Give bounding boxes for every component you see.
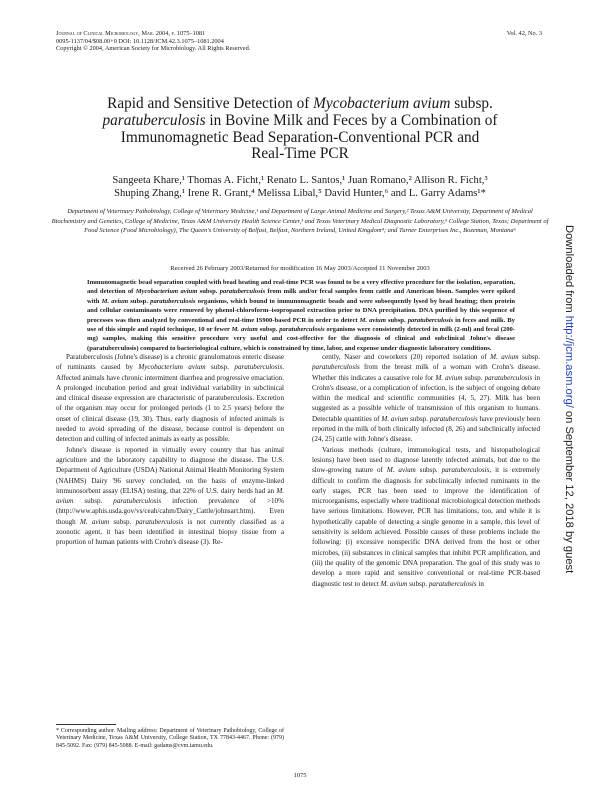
text-run: , it is extremely difficult to confirm the diagnosis for subclinically infected ruminants in the early stages. PCR has been used to improve the identification of microorganisms, especially where traditional microbiological detection methods have serious limitations. However, PCR has limitations, too, and while it is hypothetically capable of detecting a single genome in a sample, this level of sensitivity is seldom achieved. Possible causes of these problems include the following: (i) excessive nonspecific DNA derived from the host or other microbes, (ii) substances in clinical samples that inhibit PCR amplification, and (iii) the quality of the genomic DNA preparation. The goal of this study was to develop a more rapid and sensitive conventional or real-time PCR-based diagnostic test to detect: [312, 466, 540, 588]
author-line-1: Sangeeta Khare,¹ Thomas A. Ficht,¹ Renato L. Santos,¹ Juan Romano,² Allison R. Ficht,³: [112, 175, 488, 186]
body-paragraph: [56, 352, 284, 445]
title-line-4: Real-Time PCR: [251, 145, 349, 163]
text-run: Paratuberculosis (Johne's disease) is a chronic granulomatous enteric disease of ruminants caused by: [56, 353, 284, 372]
italic-term: M. avium: [386, 466, 416, 475]
italic-term: paratuberculosis: [150, 297, 196, 305]
text-run: infection prevalence of >10% (http://www.aphis.usda.gov/vs/ceah/cahm/Dairy_Cattle/johnsart.htm). Even though: [56, 497, 284, 526]
title-text: in Bovine Milk and Feces by a Combination of: [205, 111, 498, 129]
title-line-1: [40, 96, 560, 113]
text-run: Various methods (culture, immunological tests, and histopathological lesions) have been used to diagnose latently infected animals, but due to the slow-growing nature of: [312, 445, 540, 475]
text-run: subsp.: [407, 579, 429, 588]
italic-term: M. avium: [435, 373, 463, 382]
journal-citation: Journal of Clinical Microbiology, Mar. 2004, p. 1075–1081: [56, 30, 206, 37]
italic-term: M. avium: [359, 316, 386, 324]
watermark-suffix: on September 12, 2018 by guest: [563, 407, 575, 574]
italic-term: paratuberculosis: [484, 373, 533, 382]
text-run: organisms were consistently detected in milk (2-ml) and fecal (200-mg) samples, making this sensitive procedure very useful and cost-effective for the diagnosis of clinical and subclinical Johne's disease (paratuberculosis) compared to bacteriological culture, which is constrained by time, labor, and expense under diagnostic laboratory conditions.: [87, 326, 515, 352]
italic-term: M. avium: [56, 486, 284, 506]
abstract: [87, 278, 515, 353]
text-run: subsp.: [205, 363, 235, 372]
text-run: subsp.: [128, 297, 151, 305]
footnote-divider: [56, 724, 116, 725]
body-column-right: [312, 352, 540, 589]
watermark-text: [563, 225, 575, 573]
text-run: subsp.: [257, 326, 280, 334]
journal-site-link[interactable]: http://jcm.asm.org/: [563, 315, 575, 408]
italic-term: paratuberculosis: [279, 326, 325, 334]
text-run: subsp.: [408, 414, 430, 423]
italic-term: paratuberculosis: [312, 363, 360, 372]
title-line-2: [40, 113, 560, 130]
title-italic-text: Mycobacterium avium: [313, 95, 451, 112]
author-list: [55, 175, 545, 201]
italic-term: M. avium: [79, 517, 110, 526]
page-number: 1075: [293, 772, 307, 779]
italic-term: Mycobacterium avium: [135, 288, 198, 296]
text-run: Johne's disease is reported in virtually every country that has animal agriculture and the laboratory capability to diagnose the disease. The U.S. Department of Agriculture (USDA) National Animal Health Monitoring System (NAHMS) Dairy '96 survey concluded, on the basis of enzyme-linked immunosorbent assay (ELISA) testing, that 22% of U.S. dairy herds had an: [56, 445, 284, 495]
text-run: subsp.: [109, 517, 136, 526]
text-run: in Crohn's disease, or a complication of infection, is the subject of ongoing debate within the medical and scientific communities (4, 5, 27). Milk has been suggested as a possible vehicle of transmission of this organism to humans. Detectable quantities of: [312, 373, 541, 423]
body-paragraph: [312, 352, 540, 445]
italic-term: paratuberculosis: [428, 579, 477, 588]
copyright-line: Copyright © 2004, American Society for Microbiology. All Rights Reserved.: [56, 45, 251, 53]
text-run: from the breast milk of a woman with Crohn's disease. Whether this indicates a causative role for: [312, 363, 540, 382]
italic-term: paratuberculosis: [113, 497, 162, 506]
text-run: subsp.: [385, 316, 408, 324]
title-italic-text: paratuberculosis: [102, 111, 206, 129]
text-run: in feces and milk. By use of this simple and rapid technique, 10 or fewer: [87, 316, 515, 334]
text-run: organisms, which bound to immunomagnetic beads and were subsequently lysed by bead heating; then protein and cellular contaminants were removed by phenol-chloroform–isopropanol extraction prior to DNA precipitation. DNA purified by this sequence of processes was then analyzed by conventional and real-time IS900-based PCR in order to detect: [87, 297, 516, 324]
title-text: Rapid and Sensitive Detection of: [107, 95, 314, 112]
italic-term: M. avium: [231, 326, 258, 334]
text-run: subsp.: [518, 353, 540, 361]
text-run: is not currently classified as a zoonotic agent, it has been identified in intestinal biopsy tissue from a proportion of human patients with Crohn's disease (3). Re-: [56, 517, 285, 547]
affiliations: Department of Veterinary Pathobiology, College of Veterinary Medicine,¹ and Department of Large Animal Medicine and Surgery,² Texas A&M University, Department of Medical Biochemistry and Genetics, College of Medicine, Texas A&M University Health Science Center,³ and Texas Veterinary Medical Diagnostic Laboratory,⁵ College Station, Texas; Department of Food Science (Food Microbiology), The Queen's University of Belfast, Belfast, Northern Ireland, United Kingdom⁴; and Turner Enterprises Inc., Bozeman, Montana⁶: [51, 208, 549, 235]
italic-term: paratuberculosis: [441, 466, 490, 475]
text-run: . Affected animals have chronic intermittent diarrhea and progressive emaciation. A prolonged incubation period and great individual variability in subclinical and clinical disease expression are characteristic of paratuberculosis. Excretion of the organism may occur for prolonged periods (1 to 2.5 years) before the onset of clinical disease (19, 30). Thus, early diagnosis of infected animals is needed to avoid spreading of the disease, because control is dependent on detection and culling of infected animals as early as possible.: [56, 363, 284, 444]
italic-term: M. avium: [101, 297, 129, 305]
article-title: [40, 96, 560, 163]
text-run: have previously been reported in the milk of both clinically infected (8, 26) and subclinically infected (24, 25) cattle with Johne's disease.: [312, 414, 540, 444]
italic-term: M. avium: [381, 414, 409, 423]
text-run: subsp.: [73, 497, 114, 506]
italic-term: M. avium: [490, 353, 519, 361]
body-paragraph: [312, 445, 540, 589]
watermark-prefix: Downloaded from: [563, 225, 575, 316]
italic-term: M. avium: [380, 579, 408, 588]
body-column-left: [56, 352, 284, 548]
author-line-2: Shuping Zhang,¹ Irene R. Grant,⁴ Melissa Libal,⁵ David Hunter,⁶ and L. Garry Adams¹*: [114, 187, 486, 199]
text-run: subsp.: [415, 466, 442, 475]
title-text: subsp.: [450, 95, 493, 112]
italic-term: paratuberculosis: [135, 517, 184, 526]
corresponding-author-footnote: * Corresponding author. Mailing address: Department of Veterinary Pathobiology, College of Veterinary Medicine, Texas A&M University, College Station, TX 77843-4467. Phone: (979) 845-5092. Fax: (979) 845-5088. E-mail: gadams@cvm.tamu.edu.: [56, 728, 284, 749]
volume-issue: Vol. 42, No. 3: [506, 30, 542, 37]
doi-line: 0095-1137/04/$08.00+0 DOI: 10.1128/JCM.42.3.1075–1081.2004: [56, 37, 224, 45]
text-run: from milk and/or fecal samples from cattle and American bison. Samples were spiked with: [87, 288, 515, 305]
journal-header: [56, 30, 386, 53]
italic-term: paratuberculosis: [219, 288, 266, 296]
text-run: cently, Naser and coworkers (20) reported isolation of: [322, 353, 491, 361]
italic-term: paratuberculosis: [234, 363, 283, 372]
text-run: subsp.: [462, 373, 485, 382]
italic-term: paratuberculosis: [429, 414, 478, 423]
text-run: Immunomagnetic bead separation coupled with bead heating and real-time PCR was found to be a very effective procedure for the isolation, separation, and detection of: [87, 279, 515, 296]
title-line-3: Immunomagnetic Bead Separation-Conventional PCR and: [120, 128, 480, 146]
italic-term: paratuberculosis: [407, 316, 454, 324]
text-run: subsp.: [197, 288, 220, 296]
body-paragraph: [56, 445, 284, 548]
download-watermark: [563, 225, 593, 574]
received-dates: Received 26 February 2003/Returned for modification 16 May 2003/Accepted 11 November 2003: [170, 265, 430, 272]
text-run: in: [476, 579, 484, 588]
italic-term: Mycobacterium avium: [138, 363, 206, 372]
